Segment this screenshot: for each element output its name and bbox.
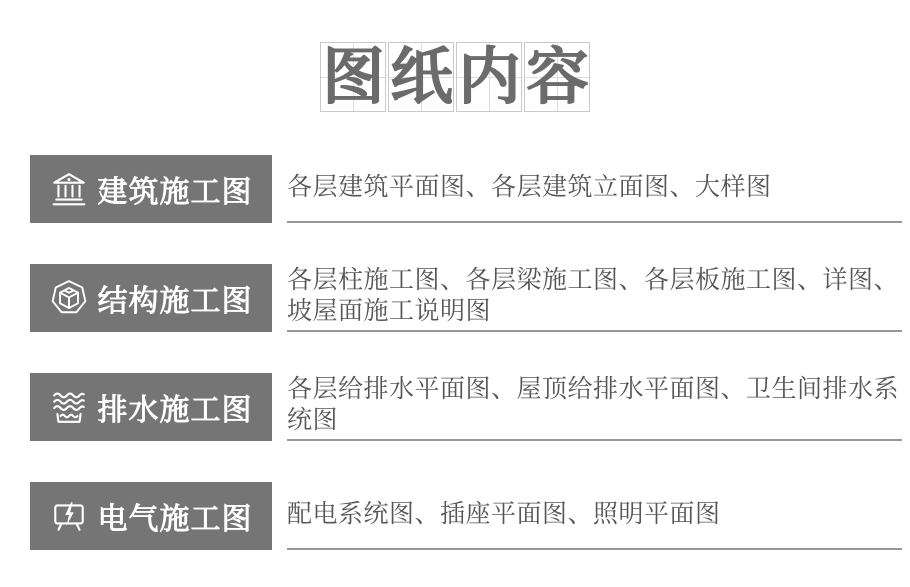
- row-drainage: [30, 373, 902, 441]
- row-electrical: [30, 482, 902, 550]
- description-text: 各层给排水平面图、屋顶给排水平面图、卫生间排水系统图: [287, 375, 900, 434]
- label-text: 排水施工图: [97, 394, 253, 427]
- description-drainage: [287, 373, 902, 441]
- electric-panel-icon: [50, 497, 88, 535]
- description-text: 配电系统图、插座平面图、照明平面图: [287, 499, 721, 528]
- description-electrical: [287, 482, 902, 550]
- label-text: 结构施工图: [97, 285, 253, 318]
- cube-icon: [50, 279, 88, 317]
- label-chip-electrical: [30, 482, 272, 550]
- title-character: 纸: [389, 40, 452, 113]
- content-rows: [30, 155, 902, 550]
- description-text: 各层建筑平面图、各层建筑立面图、大样图: [287, 172, 772, 201]
- title-grid-box: [320, 42, 386, 112]
- page-title: [0, 42, 910, 112]
- title-character: 图: [321, 40, 384, 113]
- description-structural: [287, 264, 902, 332]
- title-character: 内: [457, 40, 520, 113]
- description-architectural: [287, 155, 902, 223]
- description-text: 各层柱施工图、各层梁施工图、各层板施工图、详图、坡屋面施工说明图: [287, 266, 900, 325]
- label-text: 电气施工图: [97, 503, 253, 536]
- row-structural: [30, 264, 902, 332]
- water-waves-icon: [50, 388, 88, 426]
- title-grid-box: [524, 42, 590, 112]
- label-chip-architectural: [30, 155, 272, 223]
- title-grid-box: [456, 42, 522, 112]
- label-text: 建筑施工图: [97, 176, 253, 209]
- title-grid-box: [388, 42, 454, 112]
- row-architectural: [30, 155, 902, 223]
- bank-building-icon: [50, 170, 88, 208]
- label-chip-drainage: [30, 373, 272, 441]
- label-chip-structural: [30, 264, 272, 332]
- title-character: 容: [525, 40, 588, 113]
